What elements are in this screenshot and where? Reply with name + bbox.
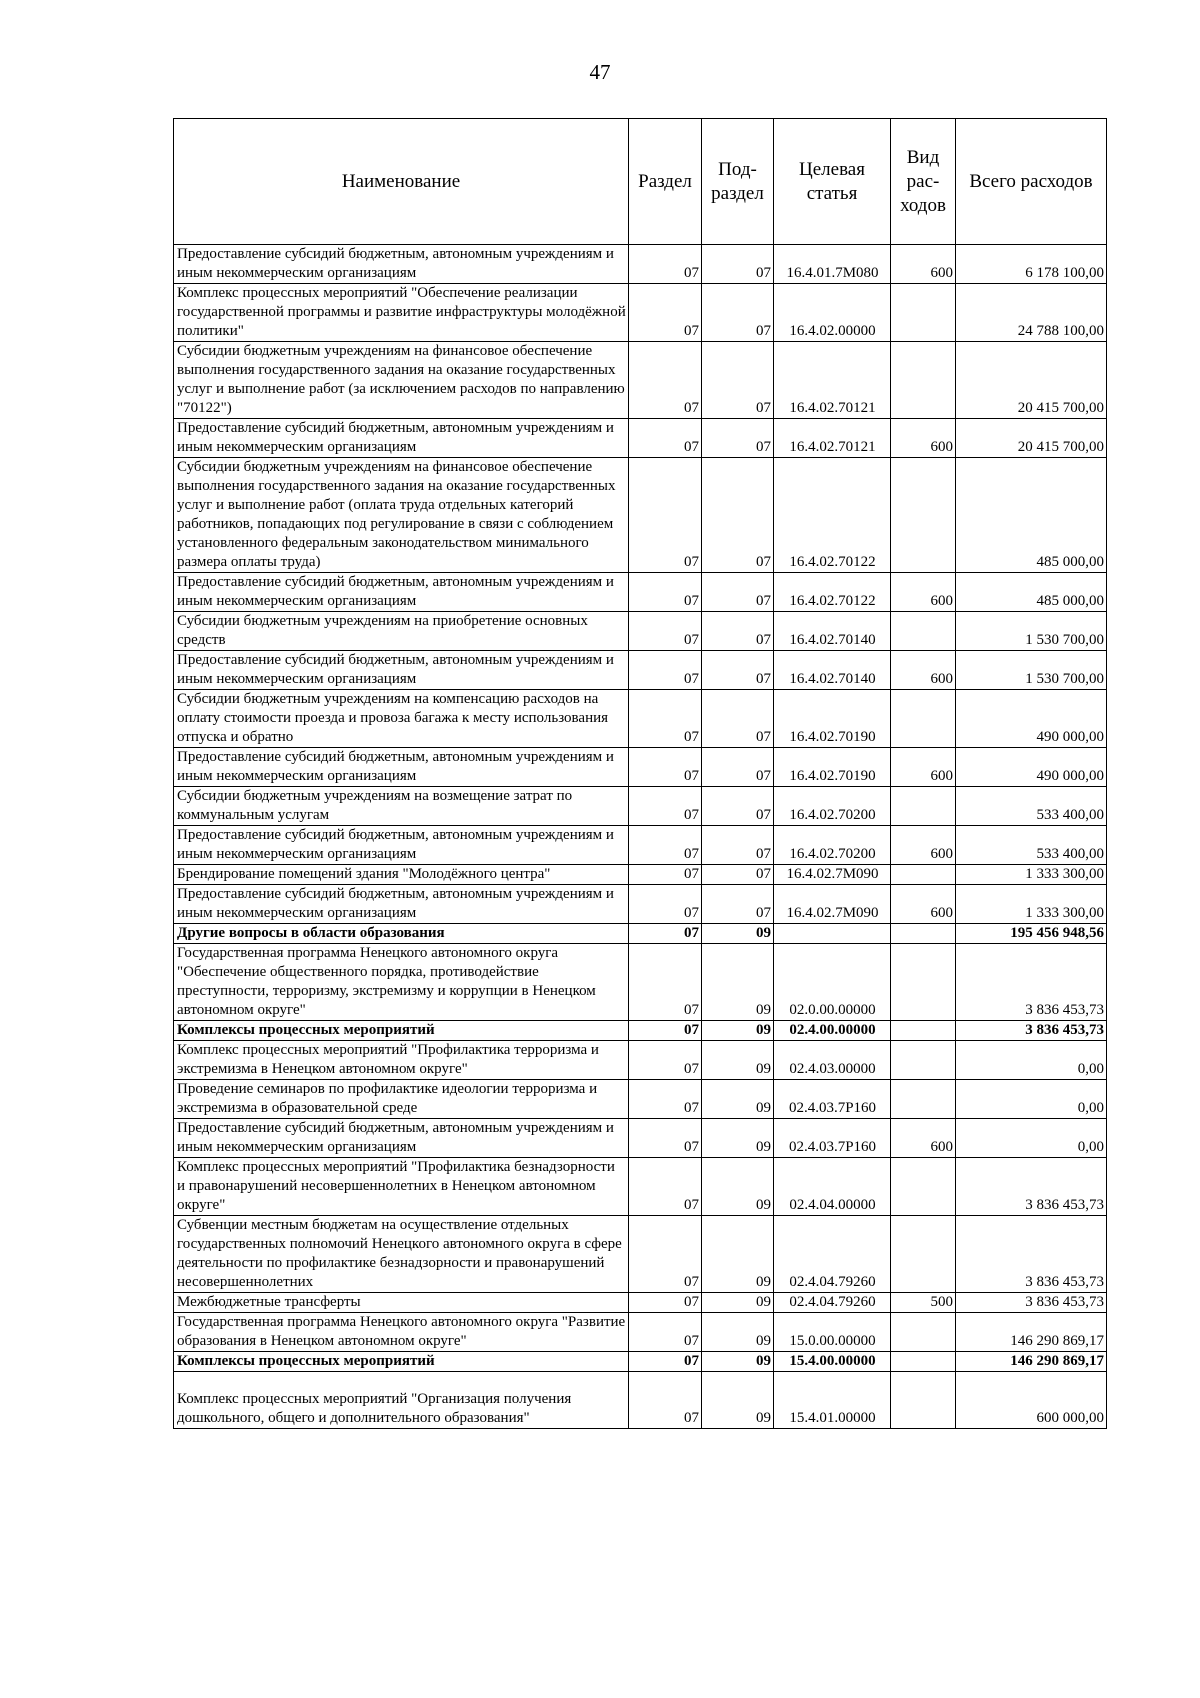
row-article: 02.4.00.00000 — [774, 1021, 891, 1041]
row-article: 02.4.03.7Р160 — [774, 1119, 891, 1158]
row-subsection: 07 — [702, 612, 774, 651]
table-row — [174, 690, 1107, 748]
table-row — [174, 1119, 1107, 1158]
row-article: 16.4.02.7М090 — [774, 885, 891, 924]
row-article: 16.4.02.70140 — [774, 612, 891, 651]
row-name: Комплексы процессных мероприятий — [174, 1021, 629, 1041]
row-name: Комплексы процессных мероприятий — [174, 1352, 629, 1372]
row-total: 3 836 453,73 — [956, 1293, 1107, 1313]
row-total: 0,00 — [956, 1041, 1107, 1080]
table-body — [174, 245, 1107, 1429]
table-row — [174, 1041, 1107, 1080]
row-expense-type — [891, 1313, 956, 1352]
row-article: 15.4.01.00000 — [774, 1372, 891, 1429]
header-total: Всего расходов — [956, 119, 1107, 245]
row-expense-type — [891, 1372, 956, 1429]
table-row — [174, 865, 1107, 885]
row-article: 15.4.00.00000 — [774, 1352, 891, 1372]
row-subsection: 07 — [702, 651, 774, 690]
row-expense-type: 500 — [891, 1293, 956, 1313]
table-row — [174, 1080, 1107, 1119]
row-section: 07 — [629, 924, 702, 944]
row-name: Субсидии бюджетным учреждениям на приобретение основных средств — [174, 612, 629, 651]
row-article: 16.4.02.70121 — [774, 342, 891, 419]
row-expense-type — [891, 865, 956, 885]
row-total: 6 178 100,00 — [956, 245, 1107, 284]
row-section: 07 — [629, 690, 702, 748]
row-expense-type — [891, 458, 956, 573]
row-section: 07 — [629, 865, 702, 885]
row-name: Комплекс процессных мероприятий "Обеспечение реализации государственной программы и развитие инфраструктуры молодёжной политики" — [174, 284, 629, 342]
row-subsection: 09 — [702, 1313, 774, 1352]
row-section: 07 — [629, 284, 702, 342]
row-name: Брендирование помещений здания "Молодёжного центра" — [174, 865, 629, 885]
table-header-row — [174, 119, 1107, 245]
table-row — [174, 651, 1107, 690]
row-article: 15.0.00.00000 — [774, 1313, 891, 1352]
row-subsection: 07 — [702, 458, 774, 573]
row-article: 02.4.03.7Р160 — [774, 1080, 891, 1119]
row-section: 07 — [629, 651, 702, 690]
row-expense-type — [891, 342, 956, 419]
row-article: 02.4.04.00000 — [774, 1158, 891, 1216]
row-article: 16.4.02.70190 — [774, 690, 891, 748]
row-total: 3 836 453,73 — [956, 944, 1107, 1021]
row-total: 3 836 453,73 — [956, 1216, 1107, 1293]
row-article: 16.4.02.70122 — [774, 573, 891, 612]
row-expense-type: 600 — [891, 245, 956, 284]
row-name: Предоставление субсидий бюджетным, автономным учреждениям и иным некоммерческим организациям — [174, 573, 629, 612]
table-row — [174, 1021, 1107, 1041]
row-section: 07 — [629, 1352, 702, 1372]
row-name: Государственная программа Ненецкого автономного округа "Обеспечение общественного порядка, противодействие преступности, терроризму, экстремизму и коррупции в Ненецком автономном округе" — [174, 944, 629, 1021]
table-row — [174, 612, 1107, 651]
row-section: 07 — [629, 885, 702, 924]
table-row — [174, 787, 1107, 826]
row-article: 16.4.02.70122 — [774, 458, 891, 573]
row-total: 0,00 — [956, 1119, 1107, 1158]
row-expense-type — [891, 1352, 956, 1372]
row-total: 1 530 700,00 — [956, 612, 1107, 651]
row-subsection: 07 — [702, 419, 774, 458]
table-row — [174, 1313, 1107, 1352]
row-subsection: 09 — [702, 1372, 774, 1429]
row-article: 16.4.02.70200 — [774, 826, 891, 865]
row-total: 1 333 300,00 — [956, 885, 1107, 924]
row-subsection: 07 — [702, 342, 774, 419]
row-subsection: 09 — [702, 924, 774, 944]
row-subsection: 07 — [702, 284, 774, 342]
row-subsection: 09 — [702, 1041, 774, 1080]
row-name: Государственная программа Ненецкого автономного округа "Развитие образования в Ненецком автономном округе" — [174, 1313, 629, 1352]
row-expense-type: 600 — [891, 1119, 956, 1158]
row-section: 07 — [629, 1313, 702, 1352]
row-total: 20 415 700,00 — [956, 419, 1107, 458]
row-total: 600 000,00 — [956, 1372, 1107, 1429]
row-article: 16.4.02.70200 — [774, 787, 891, 826]
row-name: Субсидии бюджетным учреждениям на компенсацию расходов на оплату стоимости проезда и провоза багажа к месту использования отпуска и обратно — [174, 690, 629, 748]
table-row — [174, 419, 1107, 458]
row-total: 3 836 453,73 — [956, 1021, 1107, 1041]
row-article: 16.4.02.70140 — [774, 651, 891, 690]
row-name: Предоставление субсидий бюджетным, автономным учреждениям и иным некоммерческим организациям — [174, 651, 629, 690]
row-section: 07 — [629, 748, 702, 787]
table-row — [174, 748, 1107, 787]
row-section: 07 — [629, 1021, 702, 1041]
row-article: 16.4.02.70190 — [774, 748, 891, 787]
row-expense-type: 600 — [891, 651, 956, 690]
row-article: 16.4.02.70121 — [774, 419, 891, 458]
budget-table — [173, 118, 1107, 1429]
header-subsection: Под-раздел — [702, 119, 774, 245]
row-subsection: 07 — [702, 865, 774, 885]
row-name: Другие вопросы в области образования — [174, 924, 629, 944]
table-row — [174, 1158, 1107, 1216]
row-total: 146 290 869,17 — [956, 1313, 1107, 1352]
table-row — [174, 1352, 1107, 1372]
row-article: 16.4.01.7М080 — [774, 245, 891, 284]
row-total: 195 456 948,56 — [956, 924, 1107, 944]
row-subsection: 09 — [702, 944, 774, 1021]
header-section: Раздел — [629, 119, 702, 245]
row-subsection: 07 — [702, 690, 774, 748]
row-section: 07 — [629, 419, 702, 458]
row-subsection: 09 — [702, 1158, 774, 1216]
row-total: 24 788 100,00 — [956, 284, 1107, 342]
table-row — [174, 458, 1107, 573]
row-expense-type — [891, 944, 956, 1021]
row-article: 02.4.04.79260 — [774, 1293, 891, 1313]
row-expense-type: 600 — [891, 885, 956, 924]
row-section: 07 — [629, 787, 702, 826]
row-name: Предоставление субсидий бюджетным, автономным учреждениям и иным некоммерческим организациям — [174, 885, 629, 924]
row-total: 3 836 453,73 — [956, 1158, 1107, 1216]
row-expense-type — [891, 787, 956, 826]
row-article: 02.4.04.79260 — [774, 1216, 891, 1293]
row-expense-type — [891, 1080, 956, 1119]
row-section: 07 — [629, 826, 702, 865]
row-total: 533 400,00 — [956, 787, 1107, 826]
header-name: Наименование — [174, 119, 629, 245]
row-name: Комплекс процессных мероприятий "Организация получения дошкольного, общего и дополнительного образования" — [174, 1372, 629, 1429]
row-name: Проведение семинаров по профилактике идеологии терроризма и экстремизма в образовательной среде — [174, 1080, 629, 1119]
row-expense-type: 600 — [891, 573, 956, 612]
row-subsection: 07 — [702, 885, 774, 924]
row-section: 07 — [629, 573, 702, 612]
page-number: 47 — [589, 60, 611, 84]
row-expense-type: 600 — [891, 748, 956, 787]
row-total: 0,00 — [956, 1080, 1107, 1119]
row-section: 07 — [629, 245, 702, 284]
row-total: 490 000,00 — [956, 748, 1107, 787]
row-subsection: 07 — [702, 573, 774, 612]
row-article: 02.4.03.00000 — [774, 1041, 891, 1080]
table-row — [174, 924, 1107, 944]
row-section: 07 — [629, 1372, 702, 1429]
table-row — [174, 342, 1107, 419]
table-row — [174, 1216, 1107, 1293]
row-section: 07 — [629, 944, 702, 1021]
row-name: Предоставление субсидий бюджетным, автономным учреждениям и иным некоммерческим организациям — [174, 748, 629, 787]
row-name: Предоставление субсидий бюджетным, автономным учреждениям и иным некоммерческим организациям — [174, 419, 629, 458]
row-name: Предоставление субсидий бюджетным, автономным учреждениям и иным некоммерческим организациям — [174, 826, 629, 865]
row-article: 16.4.02.7М090 — [774, 865, 891, 885]
row-article: 02.0.00.00000 — [774, 944, 891, 1021]
row-expense-type — [891, 1216, 956, 1293]
row-subsection: 07 — [702, 748, 774, 787]
table-row — [174, 573, 1107, 612]
row-section: 07 — [629, 1216, 702, 1293]
row-section: 07 — [629, 1041, 702, 1080]
table-row — [174, 245, 1107, 284]
row-section: 07 — [629, 458, 702, 573]
row-expense-type — [891, 924, 956, 944]
row-total: 20 415 700,00 — [956, 342, 1107, 419]
header-article: Целевая статья — [774, 119, 891, 245]
row-total: 533 400,00 — [956, 826, 1107, 865]
row-subsection: 09 — [702, 1352, 774, 1372]
row-section: 07 — [629, 342, 702, 419]
row-article — [774, 924, 891, 944]
row-name: Комплекс процессных мероприятий "Профилактика терроризма и экстремизма в Ненецком автономном округе" — [174, 1041, 629, 1080]
row-name: Субсидии бюджетным учреждениям на возмещение затрат по коммунальным услугам — [174, 787, 629, 826]
row-subsection: 09 — [702, 1021, 774, 1041]
table-row — [174, 885, 1107, 924]
row-subsection: 07 — [702, 245, 774, 284]
row-subsection: 07 — [702, 787, 774, 826]
header-expense-type: Вид рас-ходов — [891, 119, 956, 245]
row-expense-type — [891, 690, 956, 748]
table-row — [174, 284, 1107, 342]
row-name: Межбюджетные трансферты — [174, 1293, 629, 1313]
row-expense-type — [891, 612, 956, 651]
row-total: 485 000,00 — [956, 458, 1107, 573]
row-section: 07 — [629, 1080, 702, 1119]
row-subsection: 09 — [702, 1119, 774, 1158]
row-article: 16.4.02.00000 — [774, 284, 891, 342]
row-total: 485 000,00 — [956, 573, 1107, 612]
row-subsection: 09 — [702, 1216, 774, 1293]
row-total: 146 290 869,17 — [956, 1352, 1107, 1372]
row-total: 1 530 700,00 — [956, 651, 1107, 690]
row-section: 07 — [629, 1293, 702, 1313]
table-row — [174, 944, 1107, 1021]
row-name: Субсидии бюджетным учреждениям на финансовое обеспечение выполнения государственного задания на оказание государственных услуг и выполнение работ (за исключением расходов по направлению "70122") — [174, 342, 629, 419]
row-name: Субсидии бюджетным учреждениям на финансовое обеспечение выполнения государственного задания на оказание государственных услуг и выполнение работ (оплата труда отдельных категорий работников, попадающих под регулирование в связи с соблюдением установленного федеральным законодательством минимального размера оплаты труда) — [174, 458, 629, 573]
row-expense-type — [891, 1041, 956, 1080]
row-section: 07 — [629, 1158, 702, 1216]
row-section: 07 — [629, 612, 702, 651]
row-subsection: 09 — [702, 1293, 774, 1313]
row-name: Субвенции местным бюджетам на осуществление отдельных государственных полномочий Ненецкого автономного округа в сфере деятельности по профилактике безнадзорности и правонарушений несовершеннолетних — [174, 1216, 629, 1293]
row-expense-type: 600 — [891, 826, 956, 865]
row-subsection: 09 — [702, 1080, 774, 1119]
row-total: 490 000,00 — [956, 690, 1107, 748]
row-expense-type — [891, 1021, 956, 1041]
row-expense-type — [891, 284, 956, 342]
row-section: 07 — [629, 1119, 702, 1158]
row-name: Комплекс процессных мероприятий "Профилактика безнадзорности и правонарушений несовершеннолетних в Ненецком автономном округе" — [174, 1158, 629, 1216]
row-name: Предоставление субсидий бюджетным, автономным учреждениям и иным некоммерческим организациям — [174, 1119, 629, 1158]
table-row — [174, 1293, 1107, 1313]
row-name: Предоставление субсидий бюджетным, автономным учреждениям и иным некоммерческим организациям — [174, 245, 629, 284]
row-subsection: 07 — [702, 826, 774, 865]
row-expense-type: 600 — [891, 419, 956, 458]
table-row — [174, 826, 1107, 865]
table-row — [174, 1372, 1107, 1429]
row-total: 1 333 300,00 — [956, 865, 1107, 885]
row-expense-type — [891, 1158, 956, 1216]
